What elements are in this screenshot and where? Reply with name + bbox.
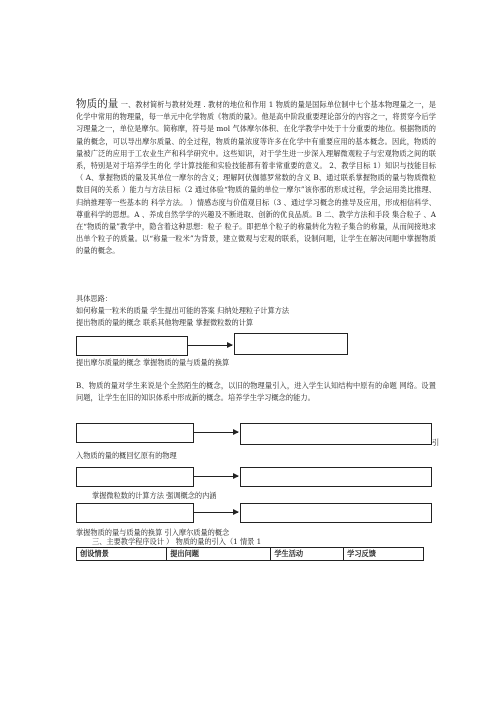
- table-header-cell: 创设情景: [77, 548, 167, 561]
- table-header-cell: 学生活动: [271, 548, 344, 561]
- flow-box-2: [234, 333, 348, 355]
- flow-arrow-2: [193, 432, 238, 433]
- flow-arrow-1: [187, 345, 232, 346]
- teaching-procedure-table: [76, 547, 424, 561]
- flow-box-7: [76, 503, 194, 523]
- flow-box-5: [76, 467, 194, 487]
- intro-text: 一、教材简析与教材处理 . 教材的地位和作用 1 物质的量是国际单位制中七个基本物理量之一，是化学中常用的物理量，每一单元中化学物质《物质的量》。他是高中阶段重要理论部分的内容之一，将贯穿今后学习理量之一，单位是摩尔。简称摩，符号是 mol 气体摩尔体积、在化学教学中处于十分重要的地位。根据物质的量的概念，可以导出摩尔质量、的全过程，物质的量浓度等许多在化学中有重要应用的基本概念。因此，物质的量被广泛的应用于工农业生产和科学研究中。这些知识，对于学生进一步深入理解微观粒子与宏观物质之间的联系，特别是对于培养学生的化 学计算技能和实验技能都有着非常重要的意义。 2、教学目标 1）知识与技能目标 （ A、掌握物质的量及其单位一摩尔的含义；理解阿伏伽德罗常数的含义 B、通过联系掌握物质的量与物质微粒数目间的关系 ）能力与方法目标（2 通过体验“物质的量的单位一摩尔”该你那的形成过程，学会运用类比推理、归纳推理等一些基本的 科学方法。 ）情感态度与价值观目标（3 、通过学习概念的推导及应用，形成相信科学、尊重科学的思想。A 、养成自然学学的兴趣及不断进取、创新的优良品质。B 二、教学方法和手段 集合粒子 、A 在“物质的量”教学中，隐含着这种思想：粒子 粒子。即把单个粒子的称量转化为粒子集合的称量，从而间接地求出单个粒子的质量。以“称量一粒米”为背景，建立微观与宏观的联系，设制问题，让学生在解决问题中掌握物质的量的概念。: [76, 100, 436, 256]
- table-header-row: [77, 548, 424, 561]
- flow-line-3: 提出摩尔质量的概念 掌握物质的量与质量的换算: [76, 358, 230, 367]
- section-3-heading: 三、主要教学程序设计 ） 物质的量的引入（1 情景 1: [92, 537, 262, 546]
- flow-line-5: 掌握微粒数的计算方法 强调概念的内涵: [92, 491, 217, 500]
- flow-box-8: [240, 503, 432, 523]
- flow-box-3: [76, 423, 194, 443]
- flow-box-4: [240, 423, 432, 445]
- intro-paragraph: [76, 98, 436, 258]
- table-header-cell: 提出问题: [167, 548, 271, 561]
- doc-title: 物质的量: [76, 98, 119, 110]
- thinking-heading: 具体思路：: [76, 294, 112, 303]
- flow-line-4: 入物质的量的概回忆原有的物理: [76, 451, 177, 460]
- flow-line-6: 掌握物质的量与质量的换算 引入摩尔质量的概念: [76, 528, 230, 537]
- flow-yin-label: 引: [432, 438, 440, 447]
- flow-box-6: [240, 467, 432, 487]
- paragraph-b: B、物质的量对学生来说是个全然陌生的概念，以旧的物理量引入，进入学生认知结构中原有的命题 网络。设置问题，让学生在旧的知识体系中形成新的概念。培养学生学习概念的能力。: [76, 381, 436, 403]
- flow-line-2: 提出物质的量的概念 联系其他物理量 掌握微粒数的计算: [76, 318, 254, 327]
- flow-box-1: [76, 336, 188, 356]
- flow-arrow-4: [193, 512, 238, 513]
- table-header-cell: 学习反馈: [344, 548, 424, 561]
- flow-line-1: 如何称量一粒米的质量 学生提出可能的答案 归纳处理粒子计算方法: [76, 306, 290, 315]
- flow-arrow-3: [193, 476, 238, 477]
